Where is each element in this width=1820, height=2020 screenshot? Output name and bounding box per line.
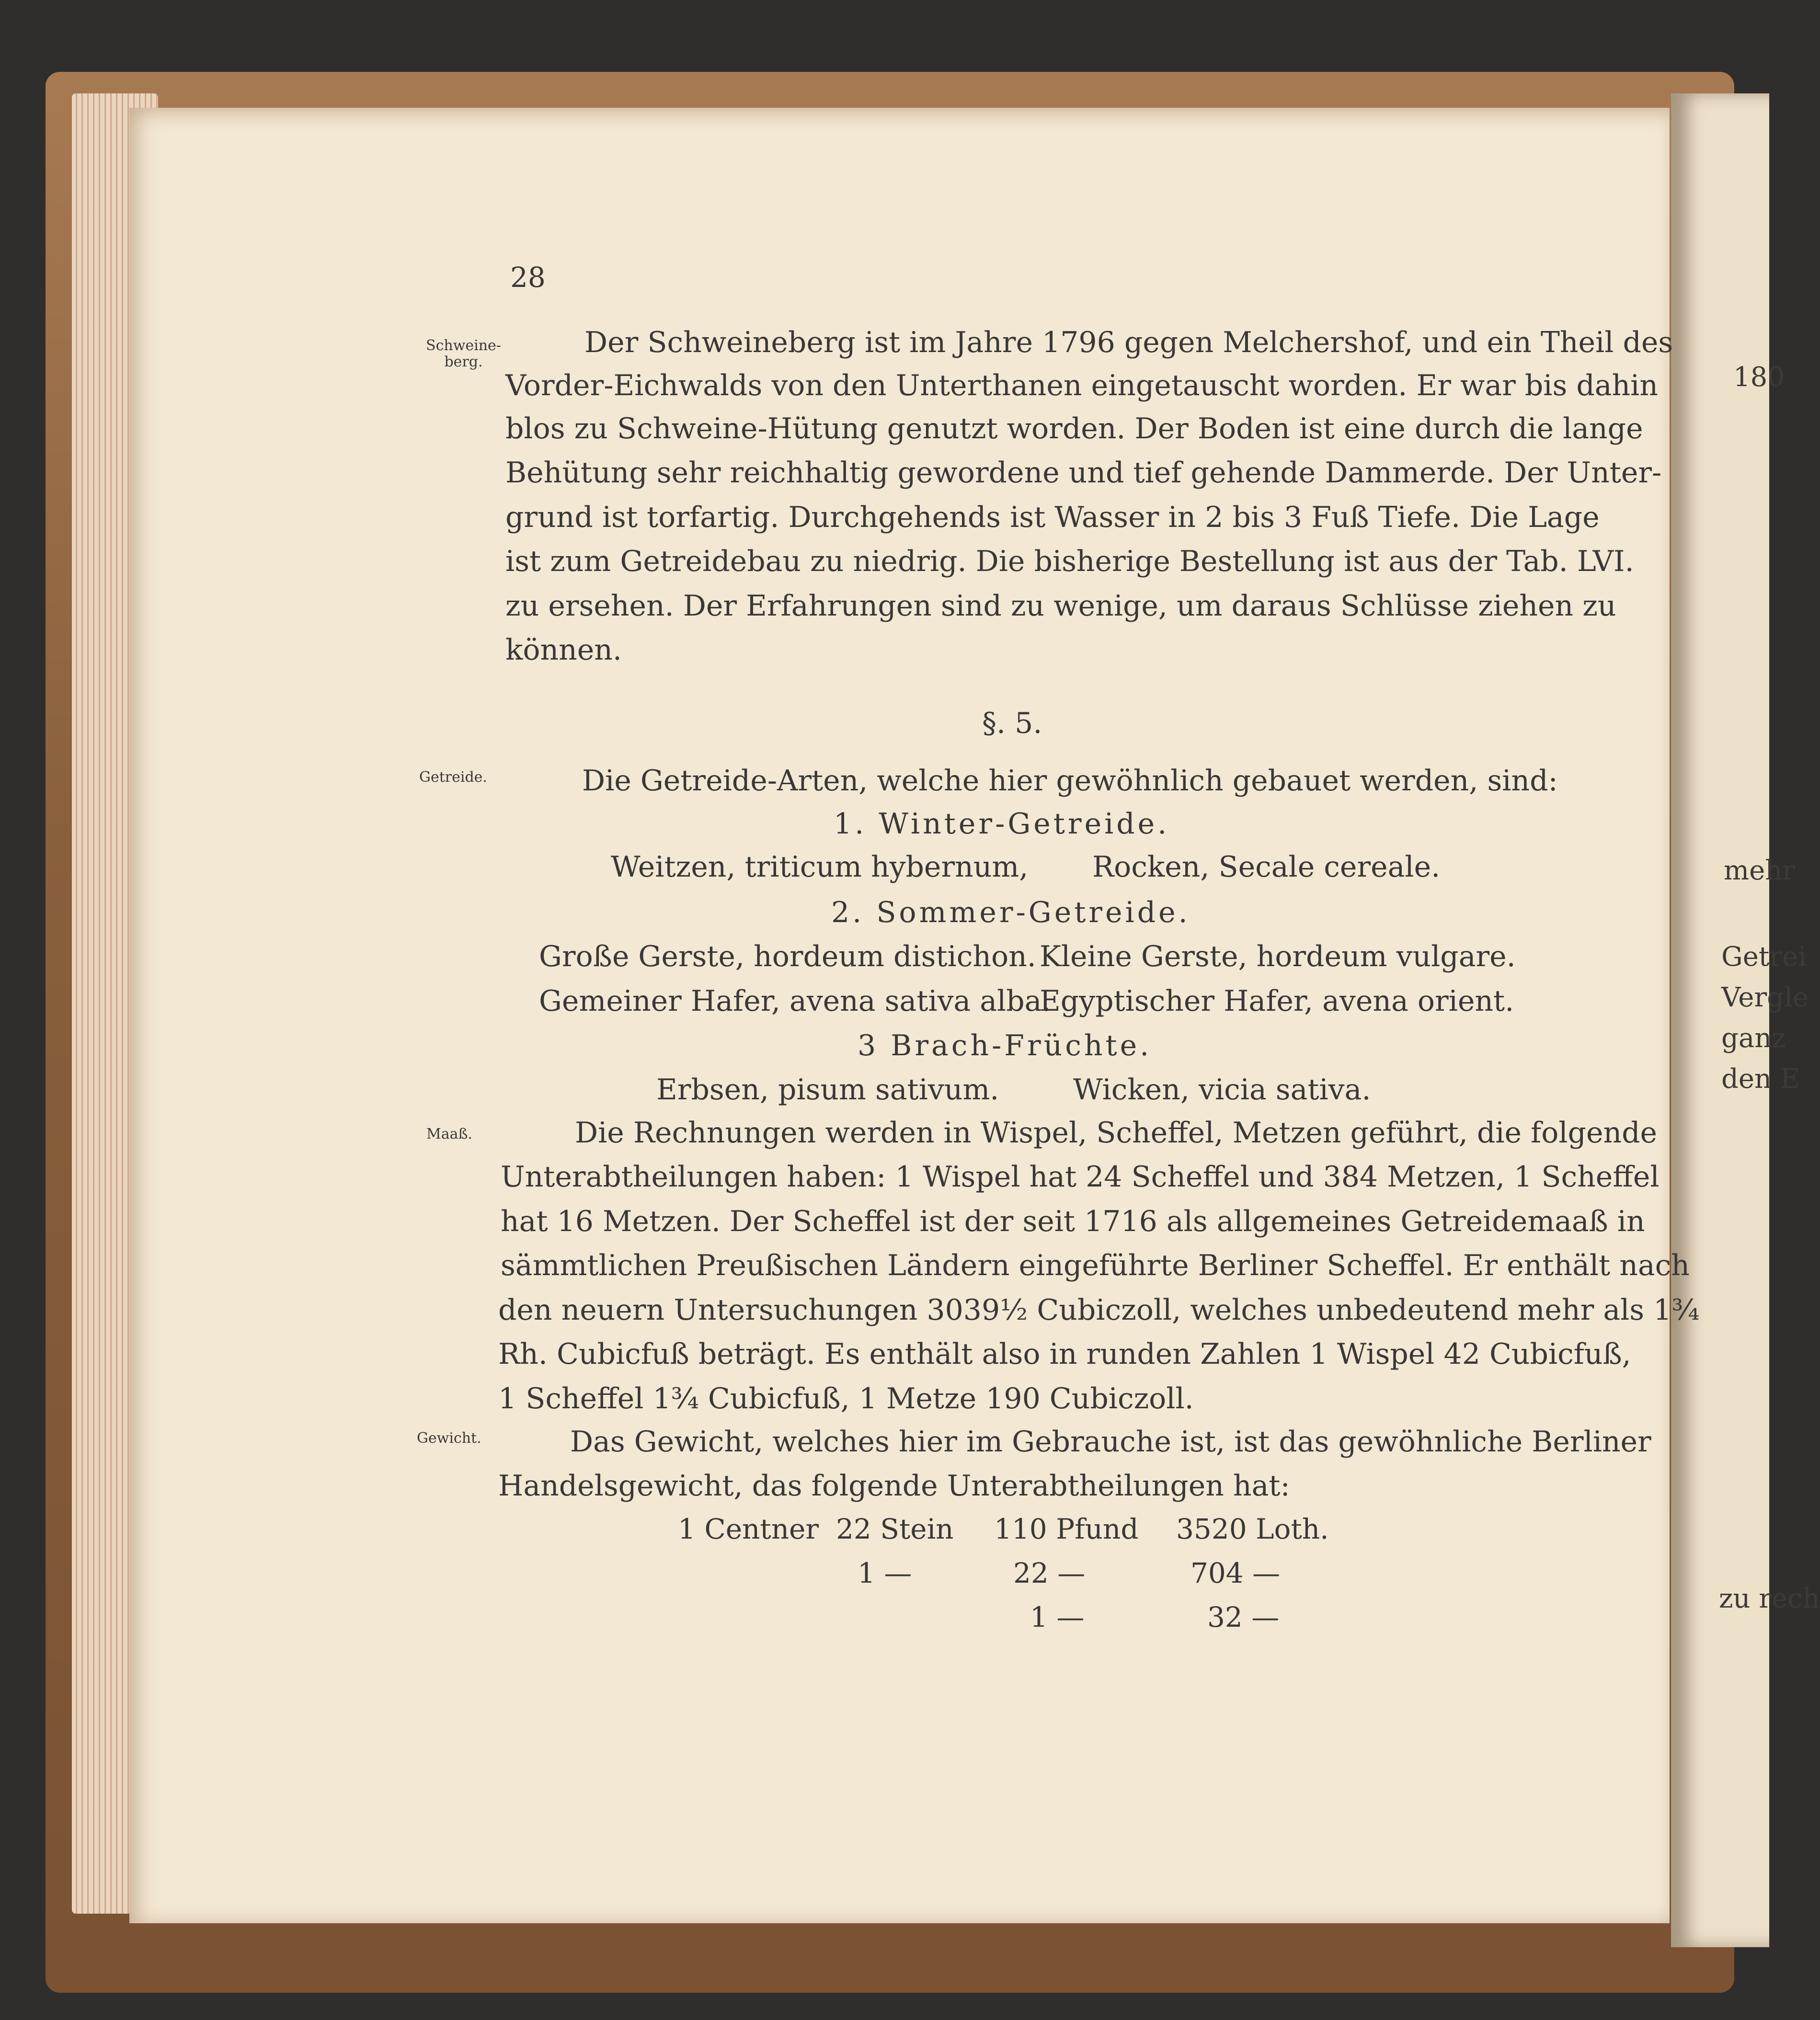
text-line: blos zu Schweine-Hütung genutzt worden. Der Boden ist eine durch die lange [505, 412, 1643, 445]
grain-entry: Kleine Gerste, hordeum vulgare. [1040, 940, 1516, 973]
grain-entry: Erbsen, pisum sativum. [656, 1073, 999, 1107]
grain-entry: Wicken, vicia sativa. [1073, 1073, 1371, 1107]
margin-note-maass: Maaß. [426, 1126, 473, 1142]
margin-note-gewicht: Gewicht. [417, 1430, 481, 1447]
facing-page [1671, 93, 1820, 1947]
text-line: können. [505, 633, 622, 667]
grain-entry: Große Gerste, hordeum distichon. [539, 940, 1036, 973]
text-line: 1 Scheffel 1¾ Cubicfuß, 1 Metze 190 Cubiczoll. [498, 1382, 1194, 1415]
list-heading-sommer: 2. Sommer-Getreide. [831, 896, 1190, 929]
facing-page-fragment: ganz [1721, 1023, 1786, 1054]
margin-note-schweineberg: Schweine-berg. [426, 337, 501, 370]
facing-page-fragment: den E [1721, 1063, 1800, 1095]
facing-page-fragment: mehr [1724, 855, 1796, 886]
grain-entry: Weitzen, triticum hybernum, [611, 850, 1029, 884]
text-line: Der Schweineberg ist im Jahre 1796 gegen Melchershof, und ein Theil des [584, 326, 1673, 359]
grain-entry: Egyptischer Hafer, avena orient. [1040, 984, 1514, 1018]
text-line: zu ersehen. Der Erfahrungen sind zu wenige, um daraus Schlüsse ziehen zu [505, 589, 1616, 623]
facing-page-fragment: 180 [1733, 362, 1785, 393]
facing-page-fragment: Vergle [1721, 982, 1809, 1013]
weight-cell: 22 Stein [836, 1513, 954, 1545]
text-line: Behütung sehr reichhaltig gewordene und tief gehende Dammerde. Der Unter- [505, 456, 1662, 490]
weight-cell: 1 Centner [678, 1513, 819, 1545]
text-line: Die Getreide-Arten, welche hier gewöhnlich gebauet werden, sind: [582, 764, 1558, 798]
text-line: ist zum Getreidebau zu niedrig. Die bisherige Bestellung ist aus der Tab. LVI. [505, 545, 1634, 578]
facing-page-fragment: Getrei [1721, 941, 1807, 972]
text-line: Handelsgewicht, das folgende Unterabtheilungen hat: [498, 1469, 1290, 1503]
margin-note-getreide: Getreide. [419, 769, 487, 786]
text-line: den neuern Untersuchungen 3039½ Cubiczoll, welches unbedeutend mehr als 1¾ [498, 1293, 1700, 1327]
page-number: 28 [510, 261, 546, 294]
facing-page-fragment: zu rech [1719, 1583, 1820, 1614]
text-line: Das Gewicht, welches hier im Gebrauche ist, ist das gewöhnliche Berliner [570, 1425, 1651, 1459]
weight-cell: 3520 Loth. [1176, 1513, 1329, 1545]
weight-cell: 32 — [1207, 1601, 1280, 1633]
grain-entry: Gemeiner Hafer, avena sativa alba. [539, 984, 1051, 1018]
text-line: grund ist torfartig. Durchgehends ist Wasser in 2 bis 3 Fuß Tiefe. Die Lage [505, 501, 1600, 534]
list-heading-winter: 1. Winter-Getreide. [834, 807, 1170, 841]
section-heading: §. 5. [982, 707, 1042, 740]
weight-cell: 110 Pfund [994, 1513, 1139, 1545]
text-line: Vorder-Eichwalds von den Unterthanen eingetauscht worden. Er war bis dahin [505, 369, 1659, 402]
weight-cell: 1 — [858, 1557, 912, 1589]
text-line: Rh. Cubicfuß beträgt. Es enthält also in runden Zahlen 1 Wispel 42 Cubicfuß, [498, 1337, 1631, 1371]
weight-cell: 704 — [1190, 1557, 1281, 1589]
list-heading-brach: 3 Brach-Früchte. [858, 1029, 1152, 1062]
grain-entry: Rocken, Secale cereale. [1092, 850, 1441, 884]
text-line: Unterabtheilungen haben: 1 Wispel hat 24 Scheffel und 384 Metzen, 1 Scheffel [501, 1160, 1660, 1194]
text-line: sämmtlichen Preußischen Ländern eingeführte Berliner Scheffel. Er enthält nach [501, 1249, 1690, 1282]
weight-cell: 22 — [1013, 1557, 1086, 1589]
text-line: Die Rechnungen werden in Wispel, Scheffel, Metzen geführt, die folgende [575, 1116, 1658, 1150]
text-line: hat 16 Metzen. Der Scheffel ist der seit 1716 als allgemeines Getreidemaaß in [501, 1205, 1645, 1238]
weight-cell: 1 — [1030, 1601, 1085, 1633]
